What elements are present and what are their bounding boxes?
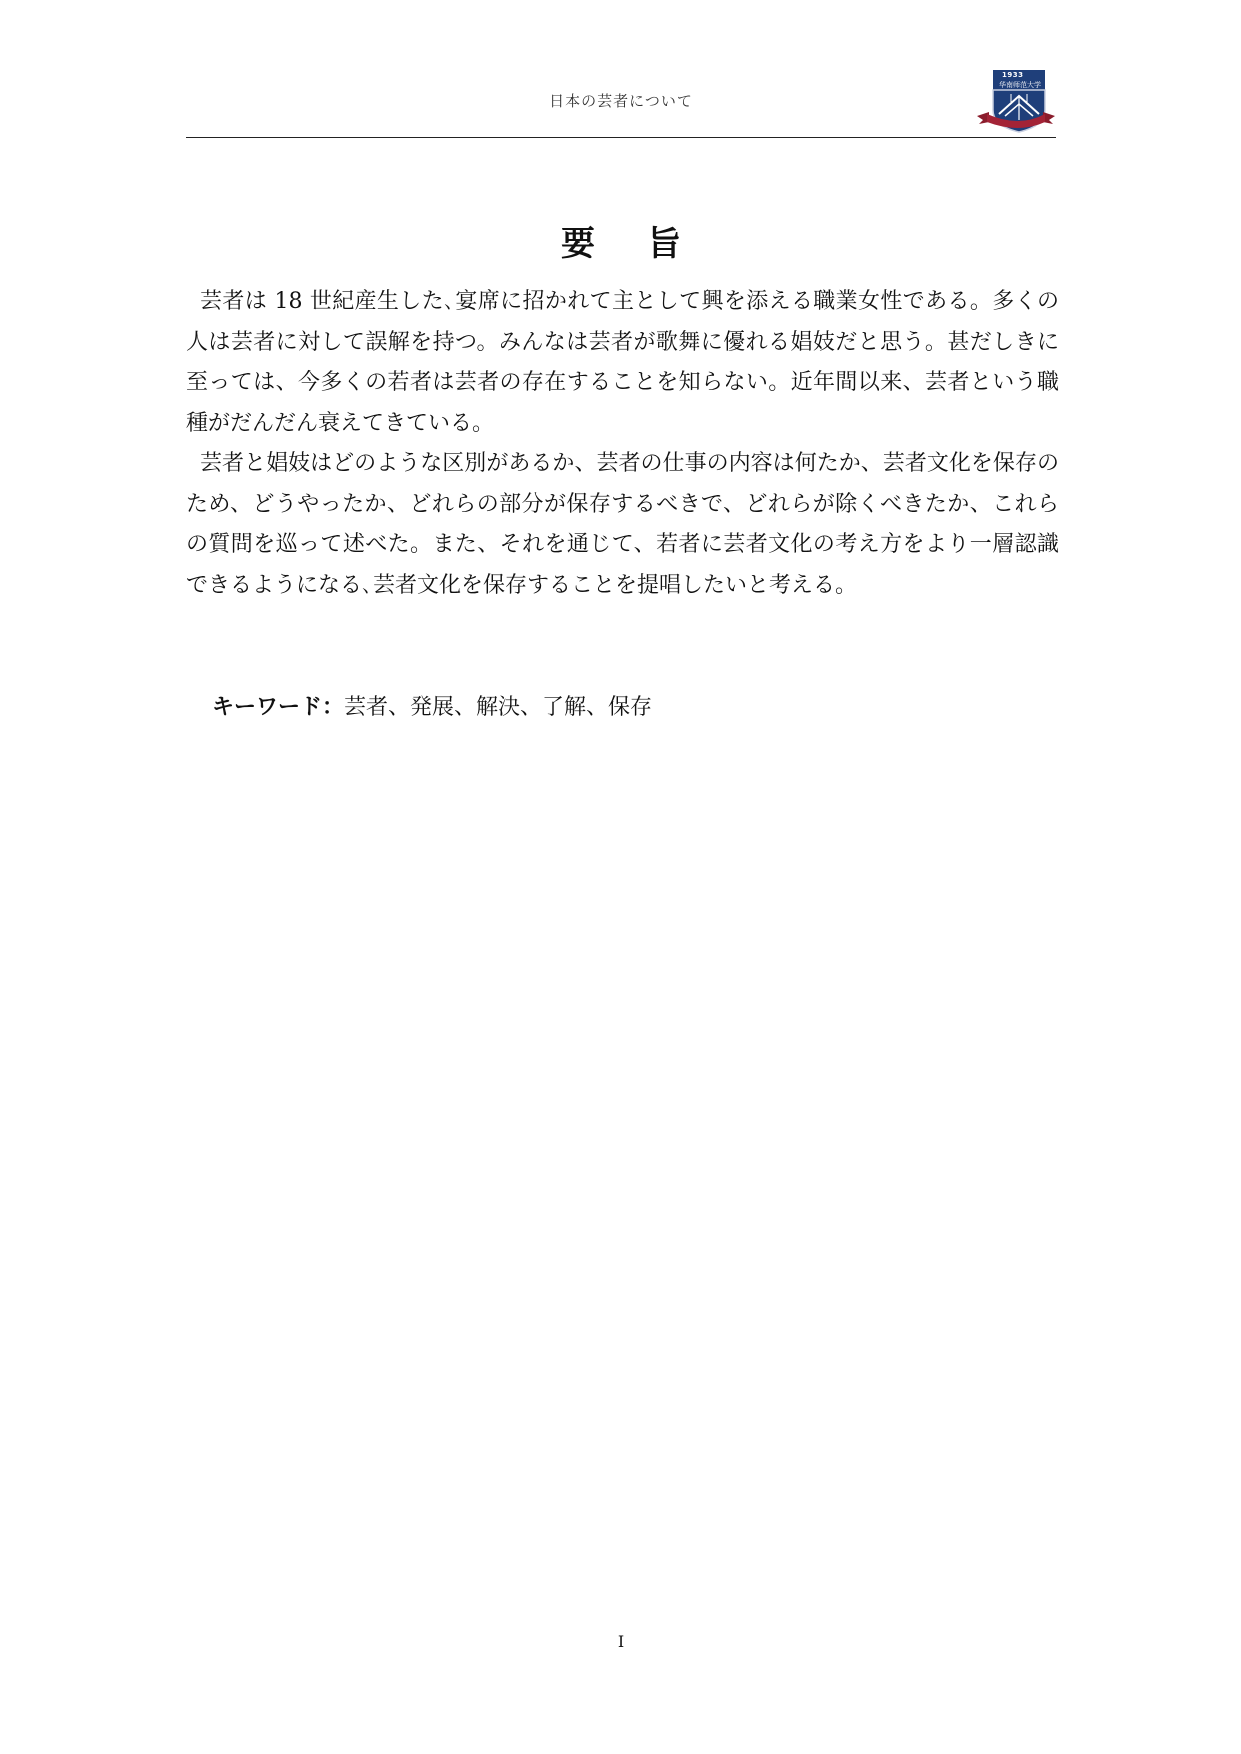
- keywords-line: [212, 688, 652, 728]
- abstract-title: 要旨: [561, 224, 733, 264]
- logo-university-name: 华南师范大学: [999, 81, 1041, 89]
- keywords-label: キーワード：: [212, 695, 345, 720]
- abstract-paragraph-2: 芸者と娼妓はどのような区別があるか、芸者の仕事の内容は何たか、芸者文化を保存のため、どうやったか、どれらの部分が保存するべきで、どれらが除くべきたか、これらの質問を巡って述べた。また、それを通じて、若者に芸者文化の考え方をより一層認識できるようになる､芸者文化を保存することを提唱したいと考える。: [186, 451, 1059, 598]
- university-logo: [975, 70, 1057, 134]
- logo-year: 1933: [1002, 71, 1024, 79]
- page-number: I: [617, 1632, 625, 1651]
- abstract-paragraph-1: 芸者は 18 世紀産生した､宴席に招かれて主として興を添える職業女性である。多くの人は芸者に対して誤解を持つ。みんなは芸者が歌舞に優れる娼妓だと思う。甚だしきに至っては、今多くの若者は芸者の存在することを知らない。近年間以来、芸者という職種がだんだん衰えてきている。: [186, 289, 1059, 436]
- abstract-body: [186, 282, 1059, 606]
- shield-emblem-icon: [975, 70, 1057, 134]
- keywords-list: 芸者、発展、解決、了解、保存: [344, 695, 653, 720]
- header-divider: [186, 137, 1056, 138]
- running-header-title: 日本の芸者について: [549, 92, 693, 110]
